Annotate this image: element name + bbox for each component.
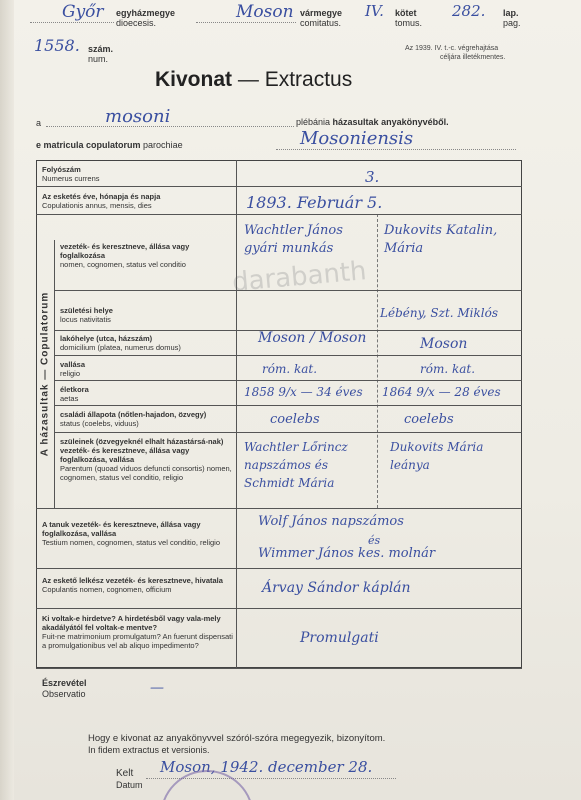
certification-hungarian: Hogy e kivonat az anyakönyvvel szóról-szóra megegyezik, bizonyítom. bbox=[88, 733, 386, 744]
row-divider bbox=[54, 432, 522, 433]
row-name-label: vezeték- és keresztneve, állása vagy foglalkozása nomen, cognomen, status vel conditio bbox=[60, 242, 190, 269]
paper-fold bbox=[0, 0, 14, 800]
row-birthplace-label: születési helye locus nativitatis bbox=[60, 306, 113, 324]
title-latin: Extractus bbox=[264, 68, 353, 91]
copulatorum-vertical-label: A házasultak — Copulatorum bbox=[39, 291, 51, 457]
fee-note-1: Az 1939. IV. t.-c. végrehajtása bbox=[405, 45, 499, 52]
row-date-value: 1893. Február 5. bbox=[246, 193, 383, 212]
row-date-label: Az esketés éve, hónapja és napja Copulationis annus, mensis, dies bbox=[42, 192, 161, 210]
priest-name: Árvay Sándor káplán bbox=[262, 580, 411, 596]
parish-a: a bbox=[36, 118, 42, 128]
row-divider bbox=[36, 608, 522, 609]
row-divider bbox=[36, 214, 522, 215]
volume-label: kötet bbox=[395, 8, 417, 18]
date-latin: Datum bbox=[116, 780, 143, 790]
bride-domicile: Moson bbox=[420, 336, 468, 352]
banns-value: Promulgati bbox=[300, 630, 379, 646]
bride-status: coelebs bbox=[404, 412, 454, 427]
column-divider bbox=[54, 240, 55, 508]
county-label: vármegye bbox=[300, 8, 343, 18]
document-title bbox=[155, 68, 352, 92]
dotted-line bbox=[30, 22, 114, 23]
witness-and: és bbox=[368, 534, 381, 547]
bride-religion: róm. kat. bbox=[420, 362, 476, 376]
row-divider bbox=[36, 668, 522, 669]
row-age-label: életkora aetas bbox=[60, 385, 89, 403]
fee-note-2: céljára illetékmentes. bbox=[440, 54, 506, 61]
page-handwritten: 282. bbox=[452, 2, 486, 20]
watermark: darabanth bbox=[230, 256, 368, 298]
row-status-label: családi állapota (nőtlen-hajadon, özvegy) status (coelebs, viduus) bbox=[60, 410, 207, 428]
county-handwritten: Moson bbox=[236, 2, 294, 22]
bride-birthplace: Lébény, Szt. Miklós bbox=[380, 306, 499, 320]
row-folyoszam-value: 3. bbox=[365, 168, 380, 186]
groom-religion: róm. kat. bbox=[262, 362, 318, 376]
row-divider bbox=[54, 290, 522, 291]
matricula-label: e matricula copulatorum parochiae bbox=[36, 140, 183, 150]
dotted-line bbox=[196, 22, 296, 23]
column-divider bbox=[236, 160, 237, 508]
bride-age: 1864 9/x — 28 éves bbox=[382, 385, 501, 399]
witness-1: Wolf János napszámos bbox=[258, 514, 404, 529]
page-latin: pag. bbox=[503, 18, 521, 28]
witness-2: Wimmer János kes. molnár bbox=[258, 546, 436, 561]
row-priest-label: Az eskető lelkész vezeték- és keresztneve, hivatala Copulantis nomen, cognomen, officium bbox=[42, 576, 223, 594]
number-label: szám. bbox=[88, 44, 114, 54]
row-parents-label: szüleinek (özvegyeknél elhalt házastársá-nak) vezeték- és keresztneve, állása vagy foglalkozása, vallása Parentum (quoad viduos defuncti consortis) nomen, cognomen, status vel conditio, religio bbox=[60, 437, 232, 482]
groom-status: coelebs bbox=[270, 412, 320, 427]
row-divider bbox=[54, 405, 522, 406]
groom-domicile: Moson / Moson bbox=[258, 330, 367, 346]
groom-age: 1858 9/x — 34 éves bbox=[244, 385, 363, 399]
diocese-handwritten: Győr bbox=[62, 2, 104, 22]
date-handwritten: Moson, 1942. december 28. bbox=[160, 758, 373, 776]
volume-handwritten: IV. bbox=[365, 2, 384, 20]
parish-handwritten: mosoni bbox=[105, 106, 171, 127]
parochiae-handwritten: Mosoniensis bbox=[300, 128, 414, 149]
diocese-latin: dioecesis. bbox=[116, 18, 157, 28]
number-latin: num. bbox=[88, 54, 109, 64]
row-divider bbox=[36, 568, 522, 569]
page-label: lap. bbox=[503, 8, 519, 18]
volume-latin: tomus. bbox=[395, 18, 423, 28]
date-label: Kelt bbox=[116, 768, 134, 779]
diocese-label: egyházmegye bbox=[116, 8, 176, 18]
column-divider-dashed bbox=[377, 214, 378, 508]
number-handwritten: 1558. bbox=[34, 36, 80, 55]
title-hungarian: Kivonat bbox=[155, 68, 233, 91]
observation-label: Észrevétel Observatio bbox=[42, 678, 87, 699]
row-domicile-label: lakóhelye (utca, házszám) domicilium (platea, numerus domus) bbox=[60, 334, 181, 352]
row-banns-label: Ki voltak-e hirdetve? A hirdetésből vagy vala-mely akadályától fel voltak-e mentve? Fuit-ne matrimonium promulgatum? An fuerunt dispensati a promulgationibus vel ab aliquo impedimento? bbox=[42, 614, 233, 650]
observation-value: — bbox=[150, 680, 164, 696]
row-folyoszam-label: Folyószám Numerus currens bbox=[42, 165, 100, 183]
dotted-line bbox=[276, 149, 516, 150]
row-religion-label: vallása religio bbox=[60, 360, 86, 378]
bride-parents: Dukovits Mária leánya bbox=[390, 440, 484, 472]
certification-latin: In fidem extractus et versionis. bbox=[88, 745, 210, 755]
groom-parents: Wachtler Lőrincz napszámos és Schmidt Mária bbox=[244, 440, 348, 490]
groom-name: Wachtler János gyári munkás bbox=[244, 223, 343, 256]
row-divider bbox=[54, 380, 522, 381]
row-divider bbox=[54, 355, 522, 356]
bride-name: Dukovits Katalin, Mária bbox=[384, 223, 498, 256]
row-witnesses-label: A tanuk vezeték- és keresztneve, állása vagy foglalkozása, vallása Testium nomen, cognomen, status vel conditio, religio bbox=[42, 520, 221, 547]
column-divider bbox=[236, 508, 237, 668]
row-divider bbox=[36, 186, 522, 187]
parish-label: plébánia házasultak anyakönyvéből. bbox=[296, 117, 449, 127]
row-divider bbox=[36, 508, 522, 509]
county-latin: comitatus. bbox=[300, 18, 342, 28]
title-dash: — bbox=[237, 68, 259, 91]
